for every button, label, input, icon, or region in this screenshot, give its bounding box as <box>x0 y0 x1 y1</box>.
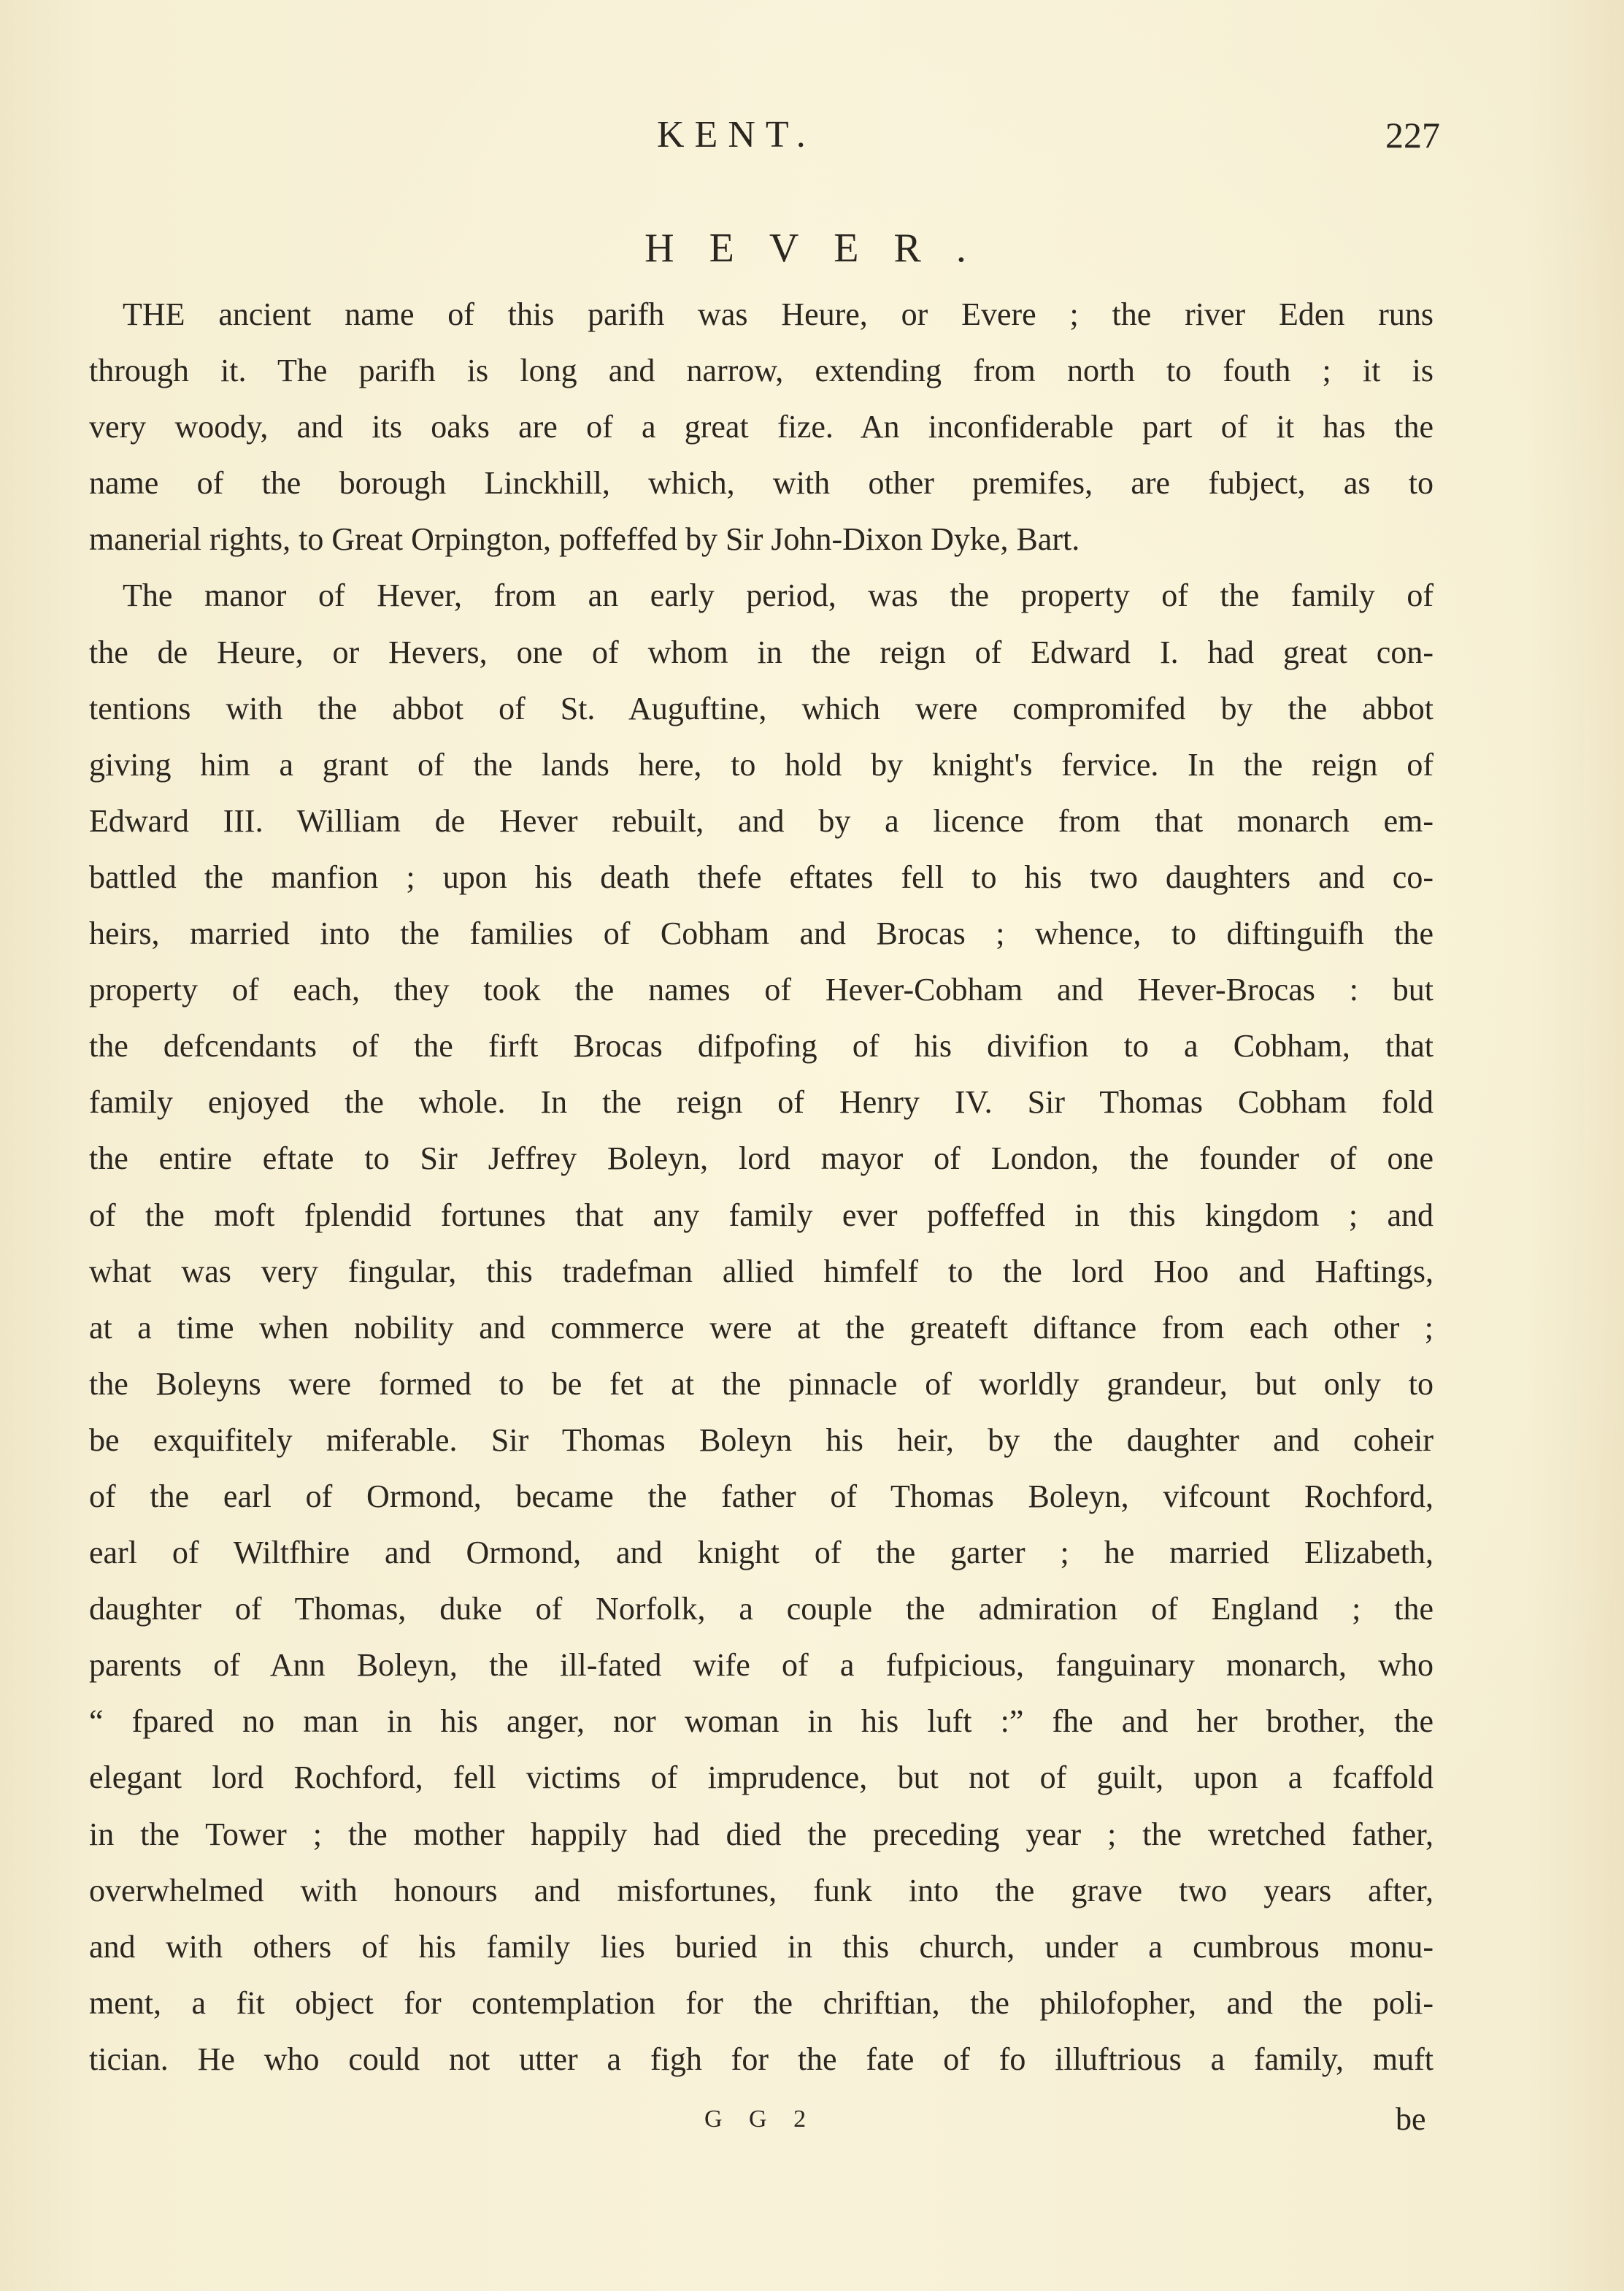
section-title: HEVER. <box>644 226 1001 271</box>
body-text <box>89 286 1433 2087</box>
text-line: ment, a fit object for contemplation for the chriftian, the philofopher, and the poli- <box>89 1984 1433 2021</box>
text-line: The manor of Hever, from an early period, was the property of the family of <box>123 577 1433 614</box>
running-head <box>0 110 1624 161</box>
text-line: through it. The parifh is long and narrow, extending from north to fouth ; it is <box>89 353 1433 389</box>
text-line: property of each, they took the names of Hever-Cobham and Hever-Brocas : but <box>89 972 1433 1008</box>
text-line: Edward III. William de Hever rebuilt, and by a licence from that monarch em- <box>89 802 1433 839</box>
signature-mark: G G 2 <box>704 2106 817 2133</box>
text-line: earl of Wiltfhire and Ormond, and knight of the garter ; he married Elizabeth, <box>89 1535 1433 1571</box>
text-line: the entire eftate to Sir Jeffrey Boleyn, lord mayor of London, the founder of one <box>89 1140 1433 1177</box>
running-title: KENT. <box>657 114 816 156</box>
text-line: overwhelmed with honours and misfortunes, funk into the grave two years after, <box>89 1872 1433 1908</box>
text-line: battled the manfion ; upon his death thefe eftates fell to his two daughters and co- <box>89 859 1433 895</box>
text-line: “ fpared no man in his anger, nor woman in his luft :” fhe and her brother, the <box>89 1703 1433 1740</box>
catchword: be <box>1396 2101 1426 2137</box>
text-line: of the earl of Ormond, became the father of Thomas Boleyn, vifcount Rochford, <box>89 1478 1433 1514</box>
page-number: 227 <box>1385 115 1440 156</box>
text-line: parents of Ann Boleyn, the ill-fated wife of a fufpicious, fanguinary monarch, who <box>89 1647 1433 1684</box>
text-line: heirs, married into the families of Cobham and Brocas ; whence, to diftinguifh the <box>89 916 1433 952</box>
text-line: be exquifitely miferable. Sir Thomas Boleyn his heir, by the daughter and coheir <box>89 1421 1433 1458</box>
text-line: giving him a grant of the lands here, to hold by knight's fervice. In the reign of <box>89 746 1433 783</box>
page-footer <box>0 2094 1624 2145</box>
text-line: of the moft fplendid fortunes that any family ever poffeffed in this kingdom ; and <box>89 1197 1433 1233</box>
text-line: family enjoyed the whole. In the reign of Henry IV. Sir Thomas Cobham fold <box>89 1084 1433 1121</box>
text-line: at a time when nobility and commerce were at the greateft diftance from each other ; <box>89 1309 1433 1346</box>
text-line: elegant lord Rochford, fell victims of imprudence, but not of guilt, upon a fcaffold <box>89 1759 1433 1796</box>
text-line: very woody, and its oaks are of a great fize. An inconfiderable part of it has the <box>89 409 1433 445</box>
text-line: manerial rights, to Great Orpington, poffeffed by Sir John-Dixon Dyke, Bart. <box>89 521 1080 558</box>
text-line: daughter of Thomas, duke of Norfolk, a couple the admiration of England ; the <box>89 1591 1433 1627</box>
text-line: and with others of his family lies buried in this church, under a cumbrous monu- <box>89 1928 1433 1965</box>
text-line: what was very fingular, this tradefman allied himfelf to the lord Hoo and Haftings, <box>89 1253 1433 1289</box>
text-line: the defcendants of the firft Brocas difpofing of his divifion to a Cobham, that <box>89 1028 1433 1064</box>
text-line: the Boleyns were formed to be fet at the pinnacle of worldly grandeur, but only to <box>89 1365 1433 1402</box>
text-line: the de Heure, or Hevers, one of whom in the reign of Edward I. had great con- <box>89 634 1433 670</box>
text-line: tician. He who could not utter a figh for the fate of fo illuftrious a family, muft <box>89 2041 1433 2077</box>
text-line: tentions with the abbot of St. Auguftine, which were compromifed by the abbot <box>89 690 1433 726</box>
text-line: name of the borough Linckhill, which, with other premifes, are fubject, as to <box>89 465 1433 502</box>
text-line: in the Tower ; the mother happily had died the preceding year ; the wretched father, <box>89 1816 1433 1852</box>
text-line: THE ancient name of this parifh was Heure, or Evere ; the river Eden runs <box>123 296 1433 332</box>
